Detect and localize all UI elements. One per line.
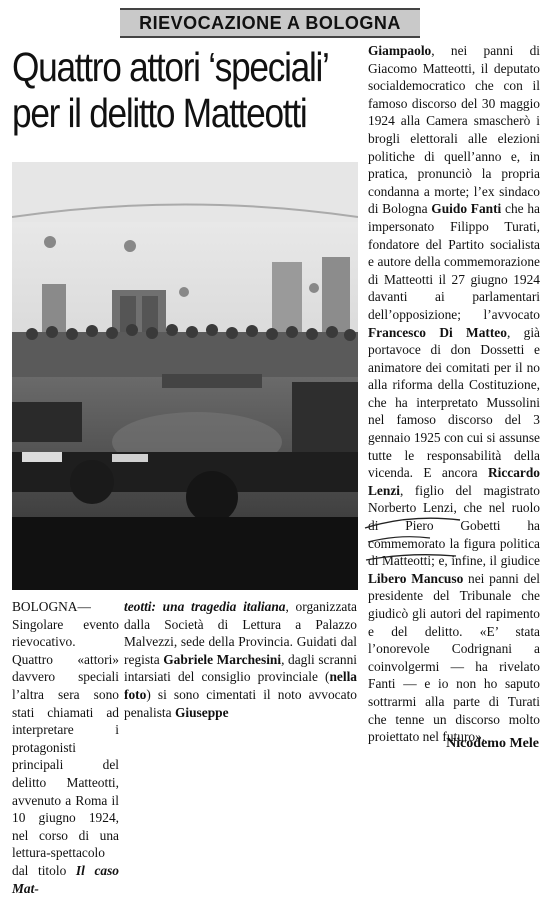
person-name: Guido Fanti — [431, 201, 502, 217]
article-text: , già portavoce di don Dossetti e animatore dei comitati per il no alla riforma della Costituzione, che ha interpretato Mussolini nel famoso discorso del 3 gennaio 1925 con cui si assunse tutte le responsabilità della vicenda. E ancora — [368, 324, 540, 481]
play-title: teotti: una tragedia italiana — [124, 599, 286, 614]
headline — [12, 44, 329, 136]
byline: Nicodemo Mele — [446, 736, 539, 751]
person-name: Giampaolo — [368, 43, 432, 58]
person-name: Francesco Di Matteo — [368, 324, 507, 340]
headline-line-2: per il delitto Matteotti — [12, 90, 307, 136]
person-name: Libero Mancuso — [368, 570, 464, 586]
photo-council-chamber-icon — [12, 162, 358, 590]
article-text: BOLOGNA— Singolare evento rievocativo. Quattro «attori» davvero speciali l’altra sera sono stati chiamati ad interpretare i protagonisti principali del delitto Matteotti, avvenuto a Roma il 10 giugno 1924, nel corso di una lettura-spettacolo dal titolo — [12, 599, 119, 878]
article-column-1 — [12, 598, 119, 897]
article-text: , organizzata dalla Società di Lettura a Palazzo Malvezzi, sede della Provincia. Guidati dal regista — [124, 599, 357, 667]
article-text: , figlio del magistrato Norberto Lenzi, che nel ruolo di Piero Gobetti ha commemorato la figura politica di Matteotti; e, infine, il giudice — [368, 482, 540, 569]
play-title: Il caso Mat- — [12, 862, 119, 896]
person-name: Riccardo Lenzi — [368, 465, 540, 498]
article-text: ) si sono cimentati il noto avvocato penalista — [124, 686, 357, 720]
headline-line-1: Quattro attori ‘speciali’ — [12, 44, 329, 90]
article-column-2 — [124, 598, 357, 721]
article-photo — [12, 162, 358, 590]
person-name: Giuseppe — [174, 704, 229, 720]
photo-reference: nella foto — [124, 669, 357, 702]
article-text: , dagli scranni intarsiati del consiglio provinciale ( — [124, 651, 357, 685]
article-text: che ha impersonato Filippo Turati, fondatore del Partito socialista e autore della commemorazione di Matteotti il 27 giugno 1924 davanti ai parlamentari dell’opposizione; l’avvocato — [368, 201, 540, 322]
article-text: , nei panni di Giacomo Matteotti, il deputato socialdemocratico che con il famoso discorso del 30 maggio 1924 alla Camera smascherò i brogli elettorali alle elezioni politiche di quell’anno e, in pratica, pronunciò la propria condanna a morte; l’ex sindaco di Bologna — [368, 43, 540, 217]
article-column-3 — [368, 42, 540, 746]
person-name: Gabriele Marchesini — [163, 651, 282, 667]
article-text: nei panni del presidente del Tribunale che giudicò gli autori del rapimento e del delitto. «E’ stata l’onorevole Codrignani a coinvolgermi — ha rivelato Fanti — e io non ho saputo sottrarmi alla parte di Turati che tenne un discorso molto proiettato nel futuro». — [368, 570, 540, 745]
section-kicker: RIEVOCAZIONE A BOLOGNA — [120, 8, 420, 38]
